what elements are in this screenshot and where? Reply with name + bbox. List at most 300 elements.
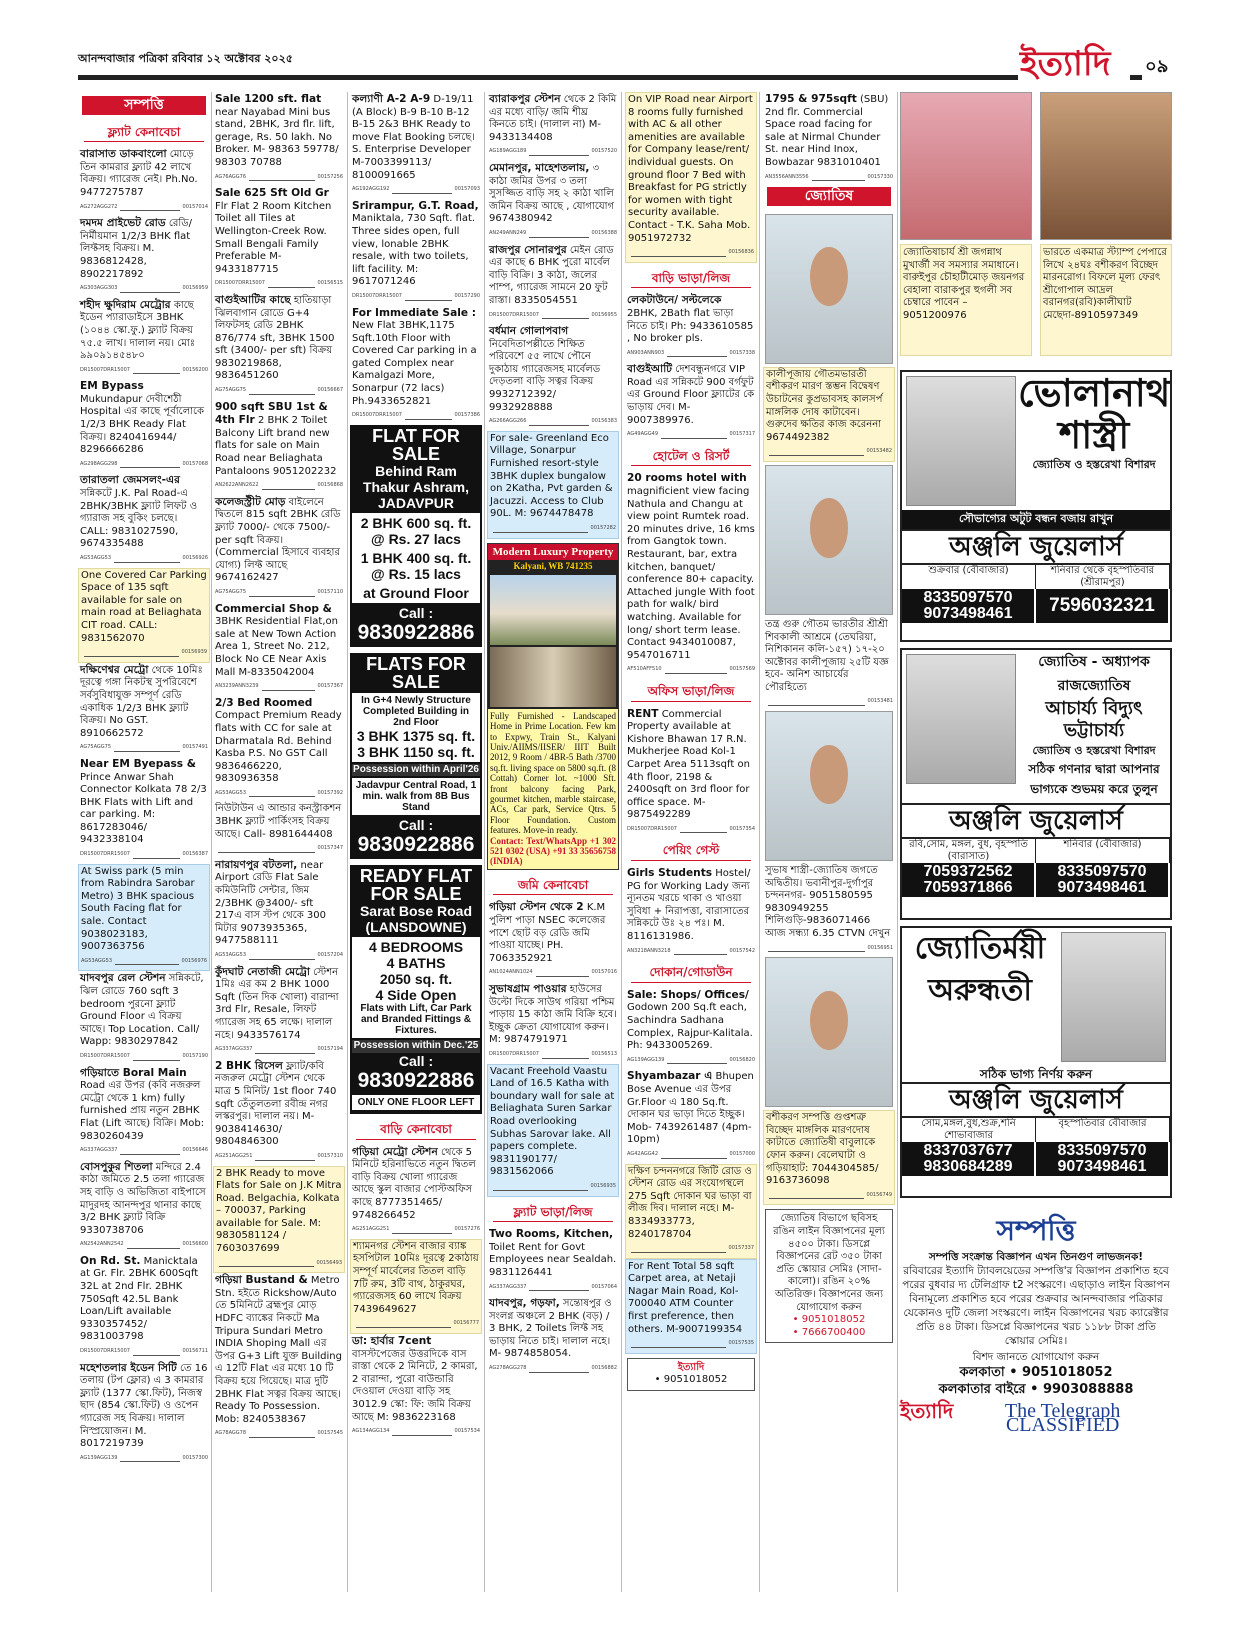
ad-body: থেকে 5 মিনিটে হরিনাভিতে নতুন দ্বিতল বাড়ি বিক্রয় খোলা গ্যারেজ আছে স্কুল বাজার পোস্টঅফিস কাছে 8777351465/ 9748266452 xyxy=(352,1146,476,1221)
ad-body: Hostel/ PG for Working Lady জন্য ন্যূনতম খরচে থাকা ও খাওয়া সুবিধা + নিরাপত্তা, বারাসাতের সন্নিকটে উঃ ২৪ পঃ। M. 8116131986. xyxy=(627,868,751,943)
ad-body: বাসস্টপেজের উত্তরদিকে বাস রাস্তা থেকে 2 মিনিটে, 2 কামরা, 2 বারান্দা, পুরো বাউন্ডারি দেওয়াল দেওয়া বাড়ি সহ 3012.9 স্কো: ফি: জমি বিক্রয় আছে M: 9836223168 xyxy=(352,1348,478,1423)
ad-code xyxy=(352,183,480,196)
ad-number: 00153481 xyxy=(867,698,893,705)
classified-ad xyxy=(213,1273,345,1440)
ad-ref: AG337AGG337 xyxy=(215,1046,253,1053)
ad-line: 2050 sq. ft. xyxy=(379,971,453,988)
ad-ref: DR15007DRR15007 xyxy=(489,311,539,318)
ad-number: 00157347 xyxy=(317,845,343,852)
ad-ref: AN2622ANN2622 xyxy=(215,482,259,489)
ad-number: 00157194 xyxy=(317,1046,343,1053)
ad-code xyxy=(81,646,207,659)
ad-body: হাউসের উল্টো দিকে সাউথ গরিয়া পশ্চিম পাড়ায় 15 কাঠা জমি বিক্রি হবে। ইচ্ছুক ক্রেতা যোগাযোগ করুন। M: 9874791971 xyxy=(489,984,617,1046)
ad-ref: DR15007DRR15007 xyxy=(489,1051,539,1057)
ad-call-label: Call : xyxy=(398,604,434,621)
ad-title: গড়িয়া মেট্রো স্টেশন xyxy=(352,1145,438,1158)
ad-body: দেশবন্ধুনগরে VIP Road এর সন্নিকটে 900 বর্গফুট এর Ground Floor ফ্ল্যাটের কে ভাড়ায় দেব। M-9007389976. xyxy=(627,364,755,426)
ad-ref: AN3239ANN3239 xyxy=(215,683,259,690)
ad-body: Manicktala at Gr. Flr. 2BHK 600Sqft 32L at 2nd Flr. 2BHK 750Sqft 42.5L Bank Loan/Lift available 9330357452/ 9831003798 xyxy=(80,1255,199,1343)
ad-ref: AG53AGG53 xyxy=(215,789,247,796)
ad-code xyxy=(215,479,343,492)
classified-ad xyxy=(487,1064,619,1197)
ad-number: 00156926 xyxy=(182,555,208,561)
ad-body: Mukundapur দেবীশেঠী Hospital এর কাছে পূর্বালোকে 1/2/3 BHK Ready Flat বিক্রয়। 8240416944/ 8296666286 xyxy=(80,393,205,456)
ad-title: Shyambazar এ xyxy=(627,1070,713,1083)
ad-body: At Swiss park (5 min from Rabindra Sarobar Metro) 3 BHK spacious South Facing flat for sale. Contact 9038023183, 9007363756 xyxy=(81,865,195,953)
ad-code xyxy=(489,1281,617,1294)
classified-ad xyxy=(213,1166,345,1274)
ad-ref: DR15007DRR15007 xyxy=(80,366,130,373)
ad-title: 900 sqft SBU 1st & 4th Flr xyxy=(215,400,328,427)
ad-number: 00156200 xyxy=(182,366,208,373)
astrologer-name: অরুন্ধতী xyxy=(928,973,1032,1008)
classified-ad xyxy=(350,306,482,422)
column-6 xyxy=(763,92,895,1592)
ad-body: সন্নিকটে J.K. Pal Road-এ 2BHK/3BHK ফ্ল্যাট লিফট ও গ্যারাজ সহ বুকিং চলছে। CALL: 9831027590, 9674335488 xyxy=(80,488,198,550)
ad-body: ফ্ল্যাট/কবি নজরুল মেট্রো স্টেশন থেকে মাত্র 5 মিনিট/ 1st floor 740 sqft তেঁতুলতলা রবীন্দ্র নগর লস্করপুর। দালাল নয়। M-9038414630/ 9804846300 xyxy=(215,1060,337,1148)
jeweller-brand: অঞ্জলি জুয়েলার্স xyxy=(902,1082,1170,1118)
ad-body: মন্দিরে 2.4 কাঠা জমিতে 2.5 তলা গ্যারেজ সহ বাড়ি ও অভিজিতা বাইপাসে মাদুরদহ আনন্দপুর থানার কাছে 3/2 BHK ফ্ল্যাট বিক্রি 9330738706 xyxy=(80,1161,206,1236)
property-photo xyxy=(490,575,616,645)
ad-ref: DR15007DRR15007 xyxy=(352,292,402,299)
ad-body: For Rent Total 58 sqft Carpet area, at Netaji Nagar Main Road, Kol- 700040 ATM Counter first preference, then others. M-9007199354 xyxy=(628,1260,743,1335)
ad-number: 00156387 xyxy=(182,851,208,858)
ad-ref: AN903ANN903 xyxy=(627,349,665,356)
ad-phone: 7596032321 xyxy=(1036,589,1170,623)
ad-ref: AN3218ANN3218 xyxy=(627,947,671,954)
ad-title: বর্ধমান গোলাপবাগ xyxy=(489,325,569,338)
ad-title: কুঁদঘাট নেতাজী মেট্রো xyxy=(215,965,310,978)
section-header: সম্পত্তি xyxy=(82,96,206,115)
ad-body: Compact Premium Ready flats with CC for sale at Dharmatala Rd. Behind Kasba P.S. No GST Call 9836466220, 9830936358 xyxy=(215,710,342,785)
ad-title: যাদবপুর রেল স্টেশন xyxy=(80,972,166,985)
ad-ref: DR15007DRR15007 xyxy=(352,412,402,419)
category-header: পেয়িং গেস্ট xyxy=(631,841,751,861)
ad-ref: AG303AGG303 xyxy=(80,285,118,292)
ad-number: 00156882 xyxy=(591,1365,617,1372)
ad-number: 00157386 xyxy=(454,412,480,419)
classified-ad xyxy=(487,161,619,240)
ad-ref: AG75AGG75 xyxy=(215,588,247,595)
ad-tagline: সৌভাগ্যের অটুট বন্ধন বজায় রাখুন xyxy=(902,510,1170,529)
classified-ad xyxy=(78,757,210,861)
divider xyxy=(484,92,485,1592)
ad-number: 00157256 xyxy=(317,173,343,180)
ad-line: জ্যোতিষ - অধ্যাপক xyxy=(1038,654,1150,670)
ad-body: 2 BHK 2 Toilet Balcony Lift brand new flats for sale on Main Road near Beliaghata Pantaloons 9051202232 xyxy=(215,415,337,477)
classified-ad xyxy=(78,298,210,377)
ad-phone: 8335097570 9073498461 xyxy=(902,589,1036,623)
ad-body: রেডি/নির্মীয়মান 1/2/3 BHK flat লিফ্টসহ বিক্রয়। M. 9836812428, 8902217892 xyxy=(80,218,193,280)
classified-ad xyxy=(213,858,345,962)
ad-number: 00157330 xyxy=(867,173,893,180)
ad-title: কলেজস্ট্রীট মোড় xyxy=(215,495,286,508)
astrologer-title: জ্যোতিষ ও হস্তরেখা বিশারদ xyxy=(1032,458,1156,471)
ad-price: @ Rs. 15 lacs xyxy=(371,565,461,582)
astrologer-title: জ্যোতিষ ও হস্তরেখা বিশারদ xyxy=(1032,744,1156,757)
ad-code xyxy=(80,848,208,861)
classified-ad xyxy=(213,602,345,693)
ad-code xyxy=(215,787,343,800)
ad-title: বোসপুকুর শিতলা xyxy=(80,1160,153,1173)
ad-title: RENT xyxy=(627,707,659,720)
ad-headline: FLATS FOR SALE xyxy=(366,653,466,692)
ad-body: (SBU) 2nd flr. Commercial Space road facing for sale at Nirmal Chunder St. near Hind Inox, Bowbazar 9831010401 xyxy=(765,94,889,168)
astrology-rates-box xyxy=(765,1209,893,1343)
ad-phone: 8337037677 9830684289 xyxy=(902,1142,1036,1176)
classified-ad xyxy=(763,1110,895,1205)
classified-ad xyxy=(350,1145,482,1236)
promo-body: রবিবারের ইত্যাদি ট্যাবলয়েডের সম্পত্তি'র বিজ্ঞাপন প্রকাশিত হবে পরের বুধবার দ্য টেলিগ্রাফ t2 সংস্করণে। এছাড়াও লাইন বিজ্ঞাপন বিনামূল্যে প্রকাশিত হবে পরের শুক্রবার আনন্দবাজার পত্রিকার যেকোনও দুটি জেলা সংস্করণে। লাইন বিজ্ঞাপনের খরচ ক্যারেক্টার প্রতি ৪৪ টাকা। ডিসপ্লে বিজ্ঞাপনের খরচ ১১৮৮ টাকা প্রতি স্কোয়ার সেমিঃ। xyxy=(902,1265,1170,1347)
ad-body: Road এর উপর (কবি নজরুল মেট্রো থেকে 1 km) fully furnished প্রায় নতুন 2BHK Flat (Lift আছে) বিক্রি। Mob: 9830260439 xyxy=(80,1080,205,1142)
ad-number: 00156513 xyxy=(591,1051,617,1057)
chamber-days: শনিবার (বৌবাজার) xyxy=(1036,839,1170,863)
ad-location: Behind Ram Thakur Ashram, JADAVPUR xyxy=(362,462,470,511)
ad-code xyxy=(80,741,208,754)
ad-headline: FLAT FOR SALE xyxy=(372,425,460,464)
ad-number: 00156515 xyxy=(317,280,343,287)
ad-title: 20 rooms hotel with xyxy=(627,472,747,485)
ad-number: 00157000 xyxy=(729,1150,755,1157)
classified-ad xyxy=(625,988,757,1067)
ad-location: Sarat Bose Road (LANSDOWNE) xyxy=(359,903,473,936)
ad-title: দমদম প্রাইভেট রোড xyxy=(80,217,166,230)
ad-number: 00156493 xyxy=(316,1259,342,1266)
ad-ref: DR15007DRR15007 xyxy=(215,280,265,287)
ad-line: 4 BATHS xyxy=(386,955,446,972)
display-ad-jadavpur xyxy=(350,425,482,647)
ad-code xyxy=(215,277,343,290)
category-header: বাড়ি কেনাবেচা xyxy=(356,1120,476,1140)
ad-code xyxy=(627,945,755,958)
ad-title: Girls Students xyxy=(627,867,713,880)
header-rule xyxy=(1130,75,1142,80)
ad-number: 00157290 xyxy=(454,292,480,299)
ad-ref: AG139AGG139 xyxy=(627,1056,665,1063)
astrologer-photo xyxy=(900,92,1032,240)
ad-title: ডা: হার্বার 7cent xyxy=(352,1334,432,1347)
ad-body: Metro Stn. হইতে Rickshow/Auto তে 5মিনিটে ব্রহ্মপুর মোড় HDFC ব্যাঙ্কের নিকটে Ma Tripura Sundari Metro INDIA Shoping Mall এর উপর G+3 Lift যুক্ত Building এ 12টি Flat এর মধ্যে 10 টি বিক্রয় হয়ে গিয়েছে। মাত্র দুটি 2BHK Flat সত্বর বিক্রয় আছে। Ready To Possession. Mob: 8240538367 xyxy=(215,1275,342,1425)
classified-ad xyxy=(763,618,895,708)
ad-number: 00157569 xyxy=(729,666,755,673)
ad-number: 00156383 xyxy=(591,418,617,425)
astrology-ad-caption: জ্যোতিষাচার্য শ্রী জগন্নাথ মুখার্জী সব সমস্যার সমাধানে। বারুইপুর চৌহাটীমোড় জয়নগর বেহালা বারাকপুর হুগলী সব চেম্বারে পাবেন – 9051200976 xyxy=(900,244,1032,356)
property-promo xyxy=(900,1212,1172,1592)
ad-code xyxy=(352,1223,480,1236)
ad-title: 1795 & 975sqft xyxy=(765,93,857,105)
ityadi-logo: ইত্যাদি xyxy=(900,1399,954,1423)
ad-code xyxy=(215,949,343,962)
classified-ad xyxy=(487,431,619,539)
ad-ref: AG42AGG42 xyxy=(627,1150,659,1157)
classified-ad xyxy=(763,864,895,954)
classified-ad xyxy=(213,92,345,183)
classified-ad xyxy=(487,982,619,1061)
ad-code xyxy=(489,966,617,979)
divider xyxy=(759,92,760,1592)
ad-number: 00156976 xyxy=(181,957,207,964)
ad-ref: AN3556ANN3556 xyxy=(765,173,809,180)
ad-code xyxy=(80,282,208,295)
ad-number: 00157338 xyxy=(729,349,755,356)
ad-number: 00156959 xyxy=(182,285,208,292)
astrologer-name: ভোলানাথ xyxy=(1018,372,1170,415)
ad-code xyxy=(627,347,755,360)
page-number: ০৯ xyxy=(1145,56,1169,77)
ad-title: ব্যারাকপুর স্টেশন xyxy=(489,93,561,105)
ad-body: 2BHK, 2Bath flat ভাড়া নিতে চাই। Ph: 9433610585 , No broker pls. xyxy=(627,307,754,345)
ad-body: দক্ষিণ চন্দননগরে জিটি রোড ও স্টেশন রোড এর সংযোগস্থলে 275 Sqft দোকান ঘর ভাড়া বা লীজ দিব। দালাল নহে। M- 8334933773, 8240178704 xyxy=(628,1165,752,1240)
property-photo xyxy=(490,647,616,707)
ad-phone: 9830922886 xyxy=(357,620,475,644)
astrologer-photo xyxy=(1061,932,1166,1062)
ad-code xyxy=(215,1427,343,1440)
ad-body: নিউটাউন এ আন্ডার কনস্ট্রাকশন 3BHK ফ্ল্যাট পার্কিংসহ বিক্রয় আছে। Call- 8981644408 xyxy=(215,803,342,840)
ad-line: 3 BHK 1375 sq. ft. xyxy=(356,727,476,744)
ad-number: 00157014 xyxy=(182,203,208,210)
ad-body: সন্তোষপুর ও সংলগ্ন অঞ্চলে 2 BHK (বড়) / 3 BHK, 2 Toilets লিফ্ট সহ ভাড়ায় নিতে চাই। দালাল নহে। M- 9874858054. xyxy=(489,1298,612,1360)
ad-code xyxy=(80,1050,208,1063)
category-header: হোটেল ও রিসর্ট xyxy=(631,447,751,467)
ad-ref: AG53AGG53 xyxy=(215,952,247,958)
ad-body: K.M পুলিশ পাড়া NSEC কলেজের পাশে ছোট বড় রেডি জমি পাওয়া যাচ্ছে। PH. 7063352921 xyxy=(489,902,606,964)
classified-ad xyxy=(625,707,757,836)
ad-floor: at Ground Floor xyxy=(363,584,469,601)
astrology-ad-caption: ভারতে একমাত্র স্ট্যাম্প পেপারে লিখে ২৪ঘঃ বশীকরণ বিচ্ছেদ মারনরোগ। বিফলে মূল্য ফেরৎ শ্রীগোপাল আদ্রল বরানগর(রবি)কালীঘাট মেছেদা-8910597349 xyxy=(1040,244,1172,356)
ad-code xyxy=(216,1257,342,1270)
ad-number: 00157545 xyxy=(317,1430,343,1437)
classified-ad xyxy=(78,971,210,1062)
category-header: বাড়ি ভাড়া/লিজ xyxy=(631,269,751,289)
ad-number: 00156939 xyxy=(181,649,207,656)
jeweller-brand: অঞ্জলি জুয়েলার্স xyxy=(902,803,1170,839)
category-header: অফিস ভাড়া/লিজ xyxy=(631,682,751,702)
category-header: ফ্ল্যাট কেনাবেচা xyxy=(84,123,204,143)
ad-number: 00156646 xyxy=(182,1147,208,1154)
ad-number: 00156836 xyxy=(728,249,754,256)
astrologer-photo xyxy=(906,654,1016,784)
classified-ad xyxy=(487,324,619,428)
ad-ref: AG337AGG337 xyxy=(489,1283,527,1290)
ad-number: 00153482 xyxy=(866,448,892,455)
ad-title: বারাসাত ডাকবাংলো xyxy=(80,148,167,161)
ad-ref: AG298AGG298 xyxy=(80,460,118,467)
classified-ad xyxy=(487,1227,619,1293)
ad-code xyxy=(627,428,755,441)
classified-ad xyxy=(625,293,757,359)
ad-number: 00156388 xyxy=(591,229,617,236)
contact-phone: • 9051018052 xyxy=(792,1314,866,1326)
ad-number: 00157337 xyxy=(728,1245,754,1252)
astrologer-photo xyxy=(765,214,893,364)
ad-body: Toilet Rent for Govt Employees near Sealdah. 9831126441 xyxy=(489,1241,617,1278)
ad-code xyxy=(80,1452,208,1465)
category-header: দোকান/গোডাউন xyxy=(631,963,751,983)
ad-number: 00157354 xyxy=(729,825,755,832)
ad-code xyxy=(80,201,208,214)
classified-ad xyxy=(625,92,757,263)
classified-ad xyxy=(625,1259,757,1354)
ad-code xyxy=(765,695,893,708)
ad-title: সুভাষগ্রাম পাওয়ার xyxy=(489,983,567,996)
classified-ad xyxy=(487,243,619,322)
classified-ad xyxy=(625,866,757,957)
ad-number: 00156955 xyxy=(591,311,617,318)
astrologer-name: শাস্ত্রী xyxy=(1058,412,1130,457)
ad-title: Commercial Shop & xyxy=(215,602,332,615)
ad-body: Commercial Property available at Kishore Bhawan 17 R.N. Mukherjee Road Kol-1 Carpet Area 5113sqft on 4th floor, 2198 & 2400sqft on 3rd floor for office space. M-9875492289 xyxy=(627,708,750,821)
ad-body: কালীপূজায় গৌতমভারতী বশীকরণ মারণ স্তম্ভন বিদ্বেষণ উচাটনের কুপ্রভাবসহ কালসর্প মাঙ্গলিক দোষ কাটাবেন। গুরুদেব ক্ষতির কাজ করেননা 9674492382 xyxy=(766,368,883,443)
ad-code xyxy=(80,1144,208,1157)
classified-ad xyxy=(487,1296,619,1375)
ad-number: 00157068 xyxy=(182,460,208,467)
ad-ref: AG134AGG134 xyxy=(352,1428,390,1435)
ad-code xyxy=(490,1180,616,1193)
display-ad-bidyut xyxy=(900,648,1172,920)
ad-ref: AN249ANN249 xyxy=(489,229,527,236)
classified-ad xyxy=(78,473,210,564)
promo-phone: কলকাতা • 9051018052 xyxy=(959,1365,1113,1380)
ad-number: 00156711 xyxy=(182,1348,208,1355)
ad-body: কাছে ইডেন প্যারাডাইসে 3BHK (১০৪৪ স্কো.ফু.) ফ্ল্যাট বিক্রয় ৭৫.৫ লাখ। দালাল নয়। মোঃ ৯৯০৯১৪৫৪৮০ xyxy=(80,299,196,362)
ad-code xyxy=(766,1189,892,1202)
rates-text: জ্যোতিষ বিভাগে ছবিসহ রঙিন লাইন বিজ্ঞাপনের মূল্য ৪৫০০ টাকা। ডিসপ্লে বিজ্ঞাপনের রেট ৩৫০ টাকা প্রতি স্কোয়ার সেমিঃ (সাদা-কালো)। রঙিন ২০% অতিরিক্ত। বিজ্ঞাপনের জন্য যোগাযোগ করুন xyxy=(773,1213,885,1313)
ad-number: 00156667 xyxy=(317,387,343,394)
category-header: ফ্ল্যাট ভাড়া/লিজ xyxy=(493,1203,613,1223)
ad-title: বাগুইআটির কাছে xyxy=(215,293,291,306)
ad-phone: 8335097570 9073498461 xyxy=(1036,863,1170,897)
ad-title: মহেশতলার ইডেন সিটি xyxy=(80,1361,177,1374)
ad-code xyxy=(765,942,893,955)
ad-line: 4 BEDROOMS xyxy=(368,939,464,956)
classified-ad xyxy=(78,1254,210,1358)
ad-ref: AG75AGG75 xyxy=(215,387,247,394)
classified-ad xyxy=(213,495,345,599)
classified-ad xyxy=(350,92,482,196)
ad-body: শ্যামনগর স্টেশন বাজার ব্যাঙ্ক হসপিটাল 10মিঃ দূরত্বে 2কাঠায় সম্পূর্ণ মার্বেলের তিতল বাড়ি 7টি রুম, 3টি বাথ, ঠাকুরঘর, গ্যারেজসহ 60 লাখে বিক্রয় 7439649627 xyxy=(353,1240,479,1315)
ad-code xyxy=(215,842,343,855)
chamber-days: সোম,মঙ্গল,বুধ,শুক্র,শনি শোভাবাজার xyxy=(902,1118,1036,1142)
ad-title: মেমানপুর, মাহেশতলায়, xyxy=(489,161,590,174)
ad-location: Kalyani, WB 741235 xyxy=(513,561,593,572)
contact-phone: • 9051018052 xyxy=(654,1374,728,1386)
ad-number: 00156951 xyxy=(867,944,893,951)
astrologer-photo xyxy=(906,376,1016,506)
ad-body: Vacant Freehold Vaastu Land of 16.5 Katha with boundary wall for sale at Beliaghata Suren Sarkar Road overlooking Subhas Sarovar lake. All papers complete. 9831190177/ 9831562066 xyxy=(490,1065,615,1178)
display-ad-lansdowne xyxy=(350,865,482,1114)
telegraph-classified-logo: The Telegraph CLASSIFIED xyxy=(1004,1400,1121,1436)
classified-ad xyxy=(213,400,345,492)
ad-code xyxy=(489,415,617,428)
ad-body: নিবেদিতাপল্লীতে শিক্ষিত পরিবেশে ৫৫ লাখে পৌনে দুকাঠায় গ্যারেজসহ মার্বেলড দেড়তলা বাড়ি সত্বর বিক্রয় 9932712392/ 9932928888 xyxy=(489,338,601,413)
ad-title: গড়িয়া স্টেশন থেকে 2 xyxy=(489,901,584,914)
ad-code xyxy=(627,823,755,836)
ad-title: Two Rooms, Kitchen, xyxy=(489,1228,614,1241)
ad-code xyxy=(489,227,617,240)
ad-body: তন্ত্র গুরু গৌতম ভারতীর শ্রীশ্রী শিবকালী আশ্রমে (তেঘরিয়া, নিশিকানন কলি-১৫৭) ১৭-২০ অক্টোবর কালীপূজায় ২৫টি যজ্ঞ হবে- অনিশ আচার্যের পৌরহিত্যে xyxy=(765,618,889,693)
promo-title: সম্পত্তি xyxy=(996,1214,1076,1247)
ad-ref: AG49AGG49 xyxy=(627,431,659,438)
ad-body: New Flat 3BHK,1175 Sqft.10th Floor with Covered Car parking in a gated Complex near Kamalgazi More, Sonarpur (72 lacs) Ph.9433652821 xyxy=(352,320,477,407)
ad-body: মেইন রোড এর কাছে 6 BHK পুরো মার্বেল বাড়ি বিক্রি। 3 কাঠা, জলের পাম্প, গ্যারেজ সামনে 20 ফুট রাস্তা। 8335054551 xyxy=(489,244,614,306)
ad-number: 00157204 xyxy=(317,952,343,958)
ad-ref: AG139AGG139 xyxy=(80,1454,118,1461)
ad-number: 00156868 xyxy=(317,482,343,489)
ad-number: 00157310 xyxy=(317,1152,343,1159)
ad-line: 1 BHK 400 sq. ft. xyxy=(360,549,472,566)
ad-number: 00157190 xyxy=(182,1052,208,1059)
ad-ref: AG266AGG266 xyxy=(489,418,527,425)
ad-call-label: Call : xyxy=(398,817,434,834)
ad-body: হাতিয়াড়া ঝিলবাগান রোডে G+4 লিফটসহ রেডি 2BHK 876/774 sft, 3BHK 1500 sft (3400/- per sft) বিক্রয় 9830219868, 9836451260 xyxy=(215,294,335,382)
ad-body: near Airport রেডি Flat Sale কমিউনিটি সেন্টার, জিম 2/3BHK @3400/- sft 217এ বাস স্টপ থেকে 300 মিটার 9073935365, 9477588111 xyxy=(215,859,326,947)
ad-code xyxy=(80,1345,208,1358)
ad-body: For sale- Greenland Eco Village, Sonarpur Furnished resort-style 3BHK duplex bungalow on 2Katha, Pvt garden & Jacuzzi. Access to Club 90L. M: 9674478478 xyxy=(490,432,613,520)
ad-code xyxy=(352,290,480,303)
classified-ad xyxy=(625,1069,757,1160)
category-header: জমি কেনাবেচা xyxy=(493,876,613,896)
ad-body: বশীকরণ সম্পত্তি গুপ্তশত্রু বিচ্ছেদ মাঙ্গলিক মারণদোষ কাটাতে জ্যোতিষী বাবুলাকে ফোন করুন। বেলেঘাটা ও গড়িয়াহাট: 7044304585/ 9163736098 xyxy=(766,1112,879,1187)
ad-body: বাইলেনে দ্বিতলে 815 sqft 2BHK রেডি ফ্ল্যাট 7000/- থেকে 7500/- per sqft বিক্রয়।(Commercial হিসাবে ব্যবহার যোগ্য) লিফ্ট আছে 9674162427 xyxy=(215,496,341,584)
classified-ad xyxy=(350,1334,482,1438)
ad-body: তে 16 তলায় (টপ ফ্লোর) এ 3 কামরার ফ্ল্যাট (1377 স্কো.ফিট), নিজস্ব ছাদ (854 স্কো.ফিট) ও ওপেন গ্যারেজ সহ বিক্রয়। দালাল নিস্প্রয়োজন। M. 8017219739 xyxy=(80,1362,208,1450)
ad-title: বাগুইআটি xyxy=(627,363,673,376)
ad-code xyxy=(627,663,755,676)
section-header: জ্যোতিষ xyxy=(767,187,891,206)
column-3 xyxy=(350,92,482,1592)
ad-code xyxy=(489,309,617,322)
classified-ad xyxy=(487,900,619,979)
ad-number: 00156777 xyxy=(453,1320,479,1327)
contact-box xyxy=(627,1358,755,1391)
ad-code xyxy=(80,1238,208,1251)
ad-ref: AG337AGG337 xyxy=(80,1147,118,1154)
classified-ad xyxy=(213,965,345,1056)
classified-ad xyxy=(625,471,757,676)
ad-body: থেকে 2 কিমি এর মধ্যে বাড়ি/ জমি শীঘ্র কিনতে চাই। (দালাল না) M-9433134408 xyxy=(489,94,617,143)
ad-number: 00157317 xyxy=(729,431,755,438)
ad-code xyxy=(215,680,343,693)
ad-body: Fully Furnished - Landscaped Home in Prime Location. Few km to Expwy, Train St., Kalyani Univ./AIIMS/IISER/ IIIT Built 2012, 9 Room / 4BR-5 Bath /3700 sq.ft. living space on 5800 sq.ft. (8 Cottah) Corner lot. ~1000 Sft. front balcony facing Park, gourmet kitchen, marble staircase, ACs, Car park, Service Qtrs. 5 Floor Foundation. Custom features. Move-in ready. xyxy=(490,710,616,836)
ad-ref: AG53AGG53 xyxy=(81,957,113,964)
ad-phone: 9830922886 xyxy=(357,1069,475,1093)
classified-ad xyxy=(625,1164,757,1259)
ad-ref: AG78AGG78 xyxy=(215,1430,247,1437)
contact-label: ইত্যাদি xyxy=(677,1361,705,1373)
ad-code xyxy=(215,1150,343,1163)
classified-ad xyxy=(78,216,210,295)
ad-tagline: সঠিক গণনার দ্বারা আপনার ভাগ্যকে শুভময় করে তুলুন xyxy=(1028,762,1160,796)
ad-phone: 9830922886 xyxy=(357,833,475,857)
ad-number: 00157093 xyxy=(454,186,480,193)
ad-body: Prince Anwar Shah Connector Kolkata 78 2/3 BHK Flats with Lift and car parking. M: 8617283046/ 9432338104 xyxy=(80,771,207,846)
ad-number: 00157520 xyxy=(591,148,617,155)
ad-title: গড়িয়া Bustand & xyxy=(215,1274,308,1287)
classified-ad xyxy=(350,1239,482,1334)
ad-code xyxy=(628,1242,754,1255)
ad-ref: AF510AFF510 xyxy=(627,666,662,673)
classified-ad xyxy=(213,696,345,800)
ad-ref: AG272AGG272 xyxy=(80,203,118,210)
ad-possession: Possession within April'26 xyxy=(353,763,479,775)
ad-body: ৩ কাঠা জমির উপর ৩ তলা সুসজ্জিত বাড়ি সহ ২ কাঠা খালি জমিন বিক্রয় আছে , যোগাযোগ 9674380942 xyxy=(489,162,615,225)
ad-line: রাজজ্যোতিষ xyxy=(1057,678,1131,694)
ad-line: 4 Side Open xyxy=(375,987,457,1004)
promo-lead: সম্পত্তি সংক্রান্ত বিজ্ঞাপন এখন তিনগুণ লাভজনক! xyxy=(928,1251,1144,1263)
divider xyxy=(621,92,622,1592)
ad-ref: AG53AGG53 xyxy=(80,555,112,561)
ad-body: magnificient view facing Nathula and Changu at view point Rumtek road. 20 minutes drive, 16 kms from Gangtok town. Restaurant, bar, extra kitchen, banquet/ conference 80+ capacity. Attached jungle With foot path for walk/ bird watching. Available for long/ short term lease. Contact 9434010087, 9547016711 xyxy=(627,486,755,661)
